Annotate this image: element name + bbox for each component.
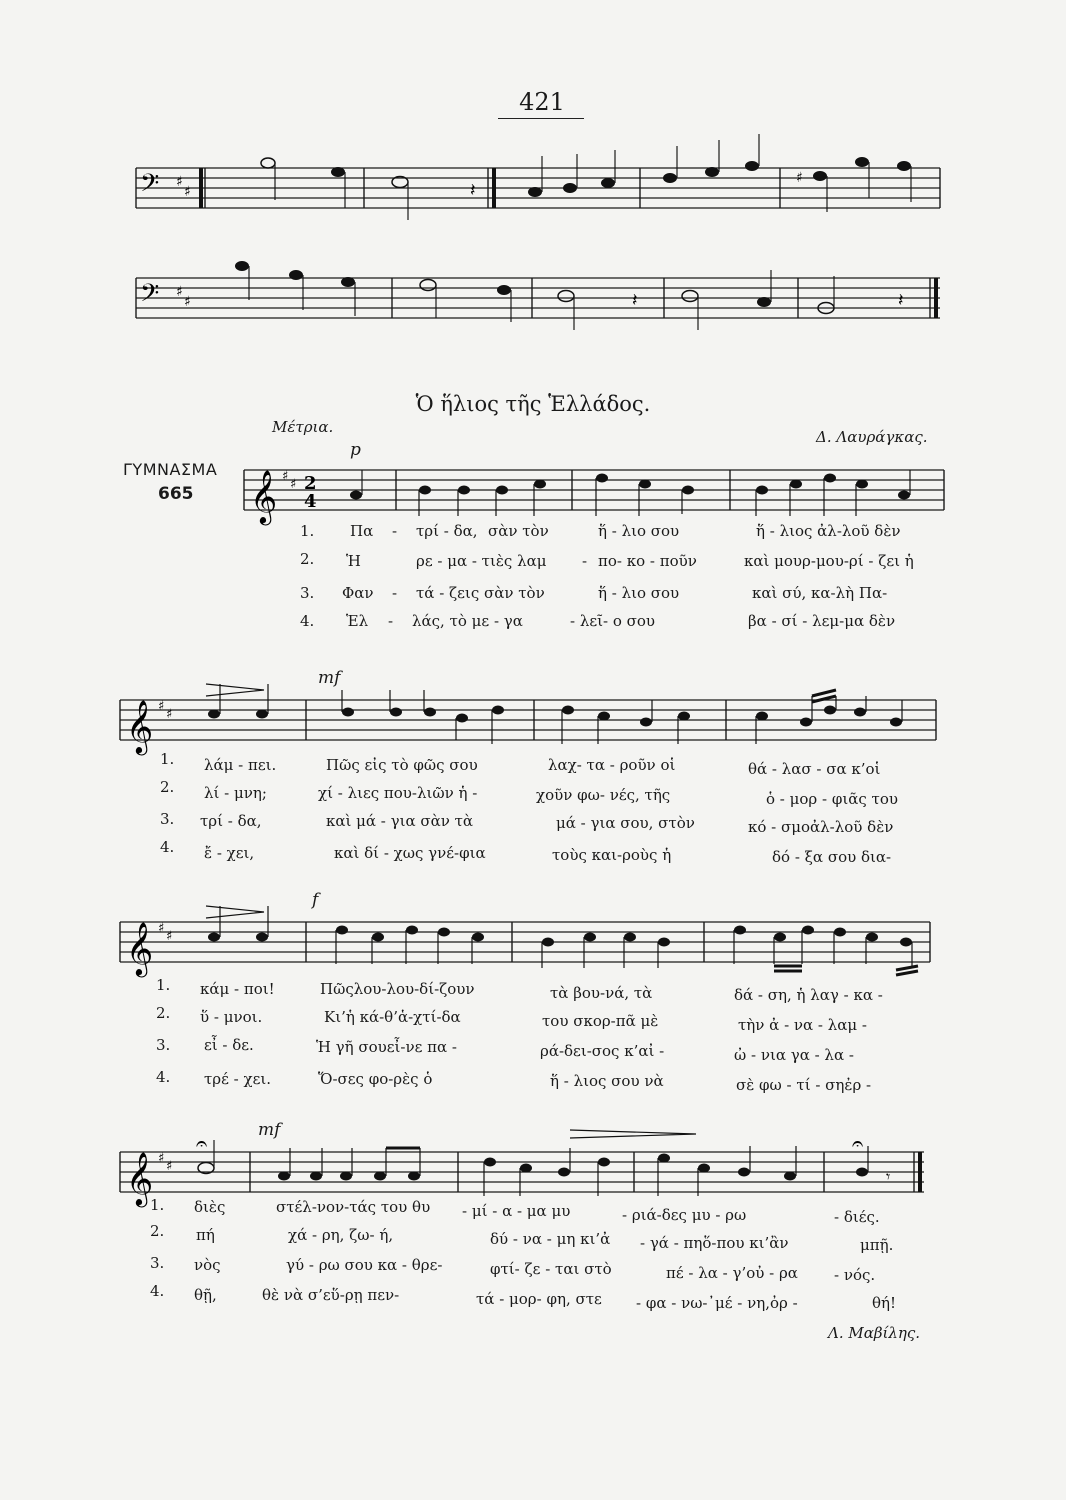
svg-text:♯: ♯ (184, 294, 191, 310)
lyric-syllable: χοῦν φω- νές, τῆς (536, 786, 671, 804)
svg-text:♯: ♯ (158, 699, 165, 714)
lyric-syllable: - φα - νω-᾽μέ - νη,ὀρ - (636, 1294, 798, 1312)
lyric-syllable: Ἑλ (346, 612, 369, 630)
lyric-syllable: γύ - ρω σου κα - θρε- (286, 1256, 443, 1274)
lyric-syllable: πέ - λα - γ’οὐ - ρα (666, 1264, 798, 1282)
tempo-marking: Μέτρια. (272, 418, 334, 436)
lyric-syllable: λί - μνη; (204, 784, 267, 802)
svg-text:𝄾: 𝄾 (886, 1167, 891, 1186)
lyric-syllable: τρί - δα, (200, 812, 262, 830)
dynamic-marking: mf (258, 1120, 281, 1140)
lyric-syllable: - διές. (834, 1208, 880, 1226)
treble-clef-icon: 𝄞 (250, 469, 278, 523)
lyric-syllable: θῇ, (194, 1286, 217, 1304)
lyric-syllable: δά - ση, ἡ λαγ - κα - (734, 986, 883, 1004)
svg-text:𝄢: 𝄢 (140, 279, 160, 314)
lyric-syllable: - γά - πηὅ-που κι’ἂν (640, 1234, 789, 1252)
lyric-syllable: - νός. (834, 1266, 876, 1284)
lyric-syllable: - (392, 522, 398, 540)
lyric-syllable: λάς, τὸ με - γα (412, 612, 523, 630)
verse-number: 3. (150, 1254, 165, 1272)
verse-number: 3. (300, 584, 315, 602)
svg-text:𝄽: 𝄽 (898, 290, 904, 311)
svg-text:2: 2 (304, 473, 317, 494)
lyric-syllable: βα - σί - λεμ-μα δὲν (748, 612, 896, 630)
lyric-syllable: Κι’ἡ κά-θ’ἁ-χτί-δα (324, 1008, 461, 1026)
verse-number: 4. (156, 1068, 171, 1086)
lyric-syllable: ὕ - μνοι. (200, 1008, 263, 1026)
lyric-syllable: κάμ - ποι! (200, 980, 275, 998)
lyric-syllable: Φαν (342, 584, 374, 602)
lyric-syllable: τοὺς και-ροὺς ἡ (552, 846, 672, 864)
lyric-syllable: τρέ - χει. (204, 1070, 272, 1088)
svg-text:𝄽: 𝄽 (470, 180, 476, 201)
lyric-syllable: σὰν τὸν (488, 522, 549, 540)
svg-text:♯: ♯ (158, 921, 165, 936)
lyric-syllable: - (392, 584, 398, 602)
lyric-syllable: χά - ρη, ζω- ή, (288, 1226, 394, 1244)
verse-number: 1. (150, 1196, 165, 1214)
lyric-syllable: καὶ μουρ-μου-ρί - ζει ἡ (744, 552, 914, 570)
lyric-syllable: ἥ - λιος ἀλ-λοῦ δὲν (756, 522, 901, 540)
svg-text:𝄞: 𝄞 (126, 699, 154, 753)
verse-number: 4. (300, 612, 315, 630)
lyric-syllable: ἥ - λιος σου νὰ (550, 1072, 664, 1090)
svg-text:𝄽: 𝄽 (632, 290, 638, 311)
lyric-syllable: Πῶς εἰς τὸ φῶς σου (326, 756, 478, 774)
lyric-syllable: - ριά-δες μυ - ρω (622, 1206, 747, 1224)
dynamic-marking: f (312, 890, 319, 910)
lyric-syllable: ἥ - λιο σου (598, 584, 680, 602)
lyric-syllable: - λεῖ- ο σου (570, 612, 656, 630)
lyric-syllable: θή! (872, 1294, 897, 1312)
lyric-syllable: - (388, 612, 394, 630)
lyric-syllable: Ἡ γῆ σουεἶ-νε πα - (316, 1038, 457, 1056)
lyric-syllable: Πῶςλου-λου-δί-ζουν (320, 980, 475, 998)
svg-text:𝄐: 𝄐 (196, 1131, 208, 1155)
composer: Δ. Λαυράγκας. (816, 428, 928, 446)
lyric-syllable: ἔ - χει, (204, 844, 255, 862)
svg-text:♯: ♯ (176, 174, 183, 190)
svg-text:♯: ♯ (282, 469, 289, 484)
svg-text:♯: ♯ (176, 284, 183, 300)
lyric-syllable: τρί - δα, (416, 522, 478, 540)
lyric-syllable: ρε - μα - τιὲς λαμ (416, 552, 547, 570)
lyric-syllable: λαχ- τα - ροῦν οἱ (548, 756, 676, 774)
verse-number: 2. (300, 550, 315, 568)
exercise-number: 665 (158, 484, 194, 504)
lyric-syllable: νὸς (194, 1256, 221, 1274)
lyric-syllable: τά - μορ- φη, στε (476, 1290, 602, 1308)
lyric-syllable: πο- κο - ποῦν (598, 552, 697, 570)
svg-text:𝄞: 𝄞 (126, 1151, 154, 1205)
lyric-syllable: ἥ - λιο σου (598, 522, 680, 540)
lyric-syllable: δό - ξα σου δια- (772, 848, 892, 866)
dynamic-marking: p (350, 440, 361, 460)
svg-text:♯: ♯ (166, 1159, 173, 1174)
lyric-syllable: λάμ - πει. (204, 756, 277, 774)
lyric-syllable: καὶ σύ, κα-λὴ Πα- (752, 584, 888, 602)
verse-number: 4. (150, 1282, 165, 1300)
svg-text:♯: ♯ (166, 929, 173, 944)
lyric-syllable: φτί- ζε - ται στὸ (490, 1260, 612, 1278)
svg-text:4: 4 (304, 491, 317, 512)
svg-text:𝄐: 𝄐 (852, 1131, 864, 1155)
lyric-syllable: διὲς (194, 1198, 226, 1216)
svg-text:♯: ♯ (796, 170, 803, 186)
bass-clef-icon: 𝄢 (140, 169, 160, 204)
lyric-syllable: σὲ φω - τί - σηἐρ - (736, 1076, 872, 1094)
lyric-syllable: Πα (350, 522, 374, 540)
svg-text:𝄞: 𝄞 (126, 921, 154, 975)
lyric-syllable: τά - ζεις σὰν τὸν (416, 584, 545, 602)
verse-number: 1. (156, 976, 171, 994)
lyric-syllable: στέλ-νον-τάς του θυ (276, 1198, 431, 1216)
lyric-syllable: - (582, 552, 588, 570)
lyric-syllable: Ὅ-σες φο-ρὲς ὁ (318, 1070, 433, 1088)
exercise-label: ΓΥΜΝΑΣΜΑ (123, 460, 218, 479)
lyric-syllable: μπῇ. (860, 1236, 894, 1254)
lyric-syllable: κό - σμοἀλ-λοῦ δὲν (748, 818, 894, 836)
verse-number: 2. (160, 778, 175, 796)
lyric-syllable: του σκορ-πᾶ μὲ (542, 1012, 659, 1030)
lyric-syllable: θά - λασ - σα κ’οἱ (748, 760, 881, 778)
verse-number: 2. (150, 1222, 165, 1240)
svg-text:♯: ♯ (166, 707, 173, 722)
verse-number: 3. (156, 1036, 171, 1054)
lyric-syllable: ὁ - μορ - φιᾶς του (766, 790, 898, 808)
lyric-syllable: μά - για σου, στὸν (556, 814, 695, 832)
dynamic-marking: mf (318, 668, 341, 688)
lyric-syllable: δύ - να - μη κι’ἀ (490, 1230, 611, 1248)
svg-text:♯: ♯ (290, 477, 297, 492)
lyric-syllable: καὶ μά - για σὰν τὰ (326, 812, 474, 830)
lyric-syllable: Ἡ (346, 552, 361, 570)
lyric-syllable: καὶ δί - χως γνέ-φια (334, 844, 486, 862)
verse-number: 1. (160, 750, 175, 768)
lyric-syllable: ὠ - νια γα - λα - (734, 1046, 854, 1064)
lyric-syllable: εἶ - δε. (204, 1036, 254, 1054)
lyric-syllable: χί - λιες που-λιῶν ἡ - (318, 784, 478, 802)
lyric-syllable: τὴν ἀ - να - λαμ - (738, 1016, 867, 1034)
page-number: 421 (519, 88, 565, 116)
verse-number: 3. (160, 810, 175, 828)
song-title: Ὁ ἥλιος τῆς Ἑλλάδος. (415, 392, 651, 416)
verse-number: 4. (160, 838, 175, 856)
lyric-syllable: τὰ βου-νά, τὰ (550, 984, 653, 1002)
arranger: Λ. Μαβίλης. (828, 1324, 921, 1342)
lyric-syllable: πή (196, 1226, 215, 1244)
lyric-syllable: ρά-δει-σος κ’αἰ - (540, 1042, 665, 1060)
verse-number: 1. (300, 522, 315, 540)
svg-text:♯: ♯ (158, 1151, 165, 1166)
svg-text:♯: ♯ (184, 184, 191, 200)
verse-number: 2. (156, 1004, 171, 1022)
lyric-syllable: θὲ νὰ σ’εὕ-ρῃ πεν- (262, 1286, 400, 1304)
lyric-syllable: - μί - α - μα μυ (462, 1202, 571, 1220)
